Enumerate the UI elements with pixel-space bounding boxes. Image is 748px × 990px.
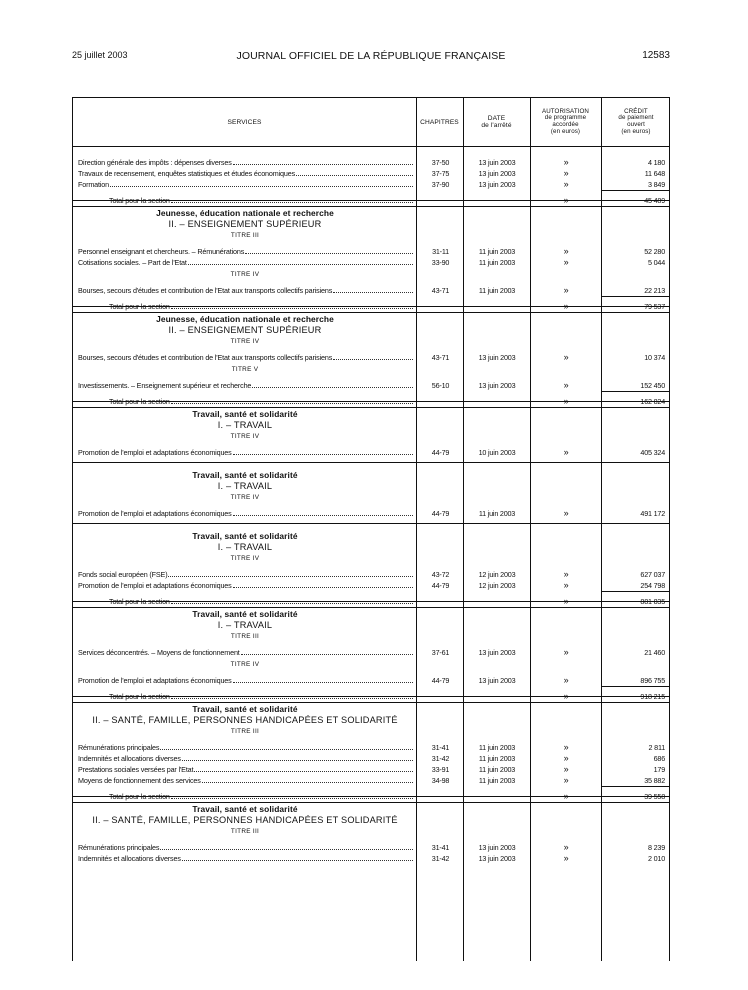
chapitre-cell: 44-79 [431, 509, 450, 518]
dot-leader [188, 264, 413, 265]
titre-heading: TITRE III [230, 828, 260, 835]
titre-heading: TITRE IV [230, 271, 260, 278]
page-header [72, 50, 670, 64]
chapitre-cell: 44-79 [431, 676, 450, 685]
col-header-services: SERVICES [227, 118, 262, 126]
authorisation-cell: » [563, 853, 569, 863]
col-header-autorisation: AUTORISATION de programme accordée (en euros) [541, 107, 590, 135]
credit-underline [602, 786, 670, 787]
dot-leader [233, 164, 413, 165]
dot-leader [182, 860, 413, 861]
authorisation-cell: » [563, 246, 569, 256]
chapitre-cell: 33-90 [431, 258, 450, 267]
section-subtitle: II. – SANTÉ, FAMILLE, PERSONNES HANDICAPÉES ET SOLIDARITÉ [92, 715, 398, 725]
service-label-text: Rémunérations principales [78, 743, 160, 752]
service-label [78, 256, 414, 267]
col-header-credit: CRÉDIT de paiement ouvert (en euros) [618, 107, 654, 135]
section-divider [73, 796, 669, 797]
service-label-text: Investissements. – Enseignement supérieur et recherche [78, 381, 252, 390]
service-label-text: Moyens de fonctionnement des services [78, 776, 201, 785]
credit-cell: 179 [653, 765, 665, 774]
section-divider [73, 306, 669, 307]
dot-leader [296, 175, 413, 176]
header-title: JOURNAL OFFICIEL DE LA RÉPUBLIQUE FRANÇAISE [236, 50, 506, 62]
dot-leader [252, 387, 413, 388]
date-cell: 11 juin 2003 [478, 509, 516, 518]
dot-leader [182, 760, 413, 761]
date-cell: 13 juin 2003 [478, 676, 516, 685]
date-cell: 10 juin 2003 [478, 448, 516, 457]
chapitre-cell: 31-41 [431, 743, 450, 752]
dot-leader [202, 782, 413, 783]
table-row [73, 351, 669, 362]
date-cell: 12 juin 2003 [478, 570, 516, 579]
header-page-number: 12583 [642, 50, 670, 61]
header-divider [73, 146, 669, 147]
credit-underline [602, 190, 670, 191]
table-row [73, 646, 669, 657]
section-divider [73, 523, 669, 524]
authorisation-cell: » [563, 352, 569, 362]
total-underline [73, 407, 669, 408]
chapitre-cell: 43-71 [431, 286, 450, 295]
section-ministry-title: Jeunesse, éducation nationale et recherche [156, 208, 334, 218]
authorisation-cell: » [563, 742, 569, 752]
dot-leader [110, 186, 413, 187]
credit-cell: 152 450 [640, 381, 665, 390]
service-label-text: Bourses, secours d'études et contribution de l'Etat aux transports collectifs parisiens [78, 286, 333, 295]
date-cell: 13 juin 2003 [478, 854, 516, 863]
titre-heading: TITRE IV [230, 494, 260, 501]
total-underline [73, 206, 669, 207]
service-label [78, 245, 414, 256]
titre-heading: TITRE III [230, 633, 260, 640]
dot-leader [171, 202, 413, 203]
service-label [78, 167, 414, 178]
titre-heading: TITRE IV [230, 555, 260, 562]
service-label [78, 774, 414, 785]
service-label-text: Services déconcentrés. – Moyens de fonctionnement [78, 648, 240, 657]
dot-leader [171, 603, 413, 604]
date-cell: 11 juin 2003 [478, 286, 516, 295]
chapitre-cell: 37-50 [431, 158, 450, 167]
date-cell: 13 juin 2003 [478, 353, 516, 362]
authorisation-cell: » [563, 675, 569, 685]
table-row [73, 674, 669, 685]
service-label [78, 379, 414, 390]
authorisation-cell: » [563, 168, 569, 178]
authorisation-cell: » [563, 764, 569, 774]
credit-cell: 627 037 [640, 570, 665, 579]
service-label [78, 178, 414, 189]
section-ministry-title: Travail, santé et solidarité [192, 609, 298, 619]
dot-leader [245, 253, 413, 254]
service-label-text: Promotion de l'emploi et adaptations économiques [78, 581, 232, 590]
section-ministry-title: Travail, santé et solidarité [192, 804, 298, 814]
authorisation-cell: » [563, 569, 569, 579]
service-label-text: Indemnités et allocations diverses [78, 854, 181, 863]
service-label-text: Prestations sociales versées par l'Etat [78, 765, 194, 774]
titre-heading: TITRE IV [230, 338, 260, 345]
table-row [73, 852, 669, 863]
authorisation-cell: » [563, 580, 569, 590]
table-row [73, 579, 669, 590]
table-row [73, 256, 669, 267]
authorisation-cell: » [563, 179, 569, 189]
table-row [73, 841, 669, 852]
date-cell: 11 juin 2003 [478, 754, 516, 763]
date-cell: 13 juin 2003 [478, 381, 516, 390]
credit-cell: 896 755 [640, 676, 665, 685]
credit-underline [602, 591, 670, 592]
chapitre-cell: 37-61 [431, 648, 450, 657]
titre-heading: TITRE IV [230, 433, 260, 440]
credits-table [72, 97, 670, 961]
dot-leader [160, 849, 413, 850]
chapitre-cell: 34-98 [431, 776, 450, 785]
section-divider [73, 696, 669, 697]
section-ministry-title: Travail, santé et solidarité [192, 470, 298, 480]
section-divider [73, 401, 669, 402]
section-ministry-title: Travail, santé et solidarité [192, 704, 298, 714]
titre-heading: TITRE III [230, 728, 260, 735]
dot-leader [171, 698, 413, 699]
date-cell: 11 juin 2003 [478, 776, 516, 785]
total-underline [73, 607, 669, 608]
credit-cell: 491 172 [640, 509, 665, 518]
table-row [73, 446, 669, 457]
service-label [78, 841, 414, 852]
section-divider [73, 601, 669, 602]
credit-cell: 5 044 [648, 258, 665, 267]
credit-cell: 2 811 [648, 743, 665, 752]
section-divider [73, 462, 669, 463]
credit-cell: 4 180 [648, 158, 665, 167]
service-label-text: Fonds social européen (FSE) [78, 570, 168, 579]
service-label [78, 507, 414, 518]
credit-cell: 2 010 [648, 854, 665, 863]
column-divider [601, 98, 602, 961]
authorisation-cell: » [563, 285, 569, 295]
table-row [73, 245, 669, 256]
column-divider [463, 98, 464, 961]
section-subtitle: II. – SANTÉ, FAMILLE, PERSONNES HANDICAPÉES ET SOLIDARITÉ [92, 815, 398, 825]
service-label [78, 156, 414, 167]
table-row [73, 752, 669, 763]
dot-leader [171, 308, 413, 309]
credit-cell: 21 460 [644, 648, 665, 657]
column-divider [530, 98, 531, 961]
date-cell: 13 juin 2003 [478, 843, 516, 852]
authorisation-cell: » [563, 508, 569, 518]
authorisation-cell: » [563, 842, 569, 852]
chapitre-cell: 37-75 [431, 169, 450, 178]
total-underline [73, 702, 669, 703]
section-ministry-title: Jeunesse, éducation nationale et recherche [156, 314, 334, 324]
chapitre-cell: 44-79 [431, 581, 450, 590]
col-header-chapitres: CHAPITRES [420, 118, 459, 126]
titre-heading: TITRE V [231, 366, 259, 373]
credit-underline [602, 686, 670, 687]
header-date: 25 juillet 2003 [72, 50, 128, 60]
dot-leader [233, 454, 413, 455]
section-subtitle: I. – TRAVAIL [217, 620, 273, 630]
service-label-text: Cotisations sociales. – Part de l'Etat [78, 258, 187, 267]
table-row [73, 167, 669, 178]
chapitre-cell: 56-10 [431, 381, 450, 390]
credit-cell: 22 213 [644, 286, 665, 295]
service-label-text: Promotion de l'emploi et adaptations économiques [78, 676, 232, 685]
table-row [73, 741, 669, 752]
date-cell: 13 juin 2003 [478, 158, 516, 167]
credit-underline [602, 296, 670, 297]
titre-heading: TITRE IV [230, 661, 260, 668]
credit-cell: 3 849 [648, 180, 665, 189]
service-label-text: Personnel enseignant et chercheurs. – Rémunérations [78, 247, 245, 256]
section-subtitle: II. – ENSEIGNEMENT SUPÉRIEUR [168, 325, 322, 335]
chapitre-cell: 43-71 [431, 353, 450, 362]
dot-leader [168, 576, 413, 577]
service-label [78, 446, 414, 457]
chapitre-cell: 31-11 [432, 247, 449, 256]
dot-leader [194, 771, 413, 772]
table-row [73, 763, 669, 774]
service-label-text: Rémunérations principales [78, 843, 160, 852]
credit-cell: 686 [653, 754, 665, 763]
chapitre-cell: 31-42 [431, 854, 450, 863]
dot-leader [160, 749, 413, 750]
col-header-date: DATE de l'arrêté [481, 115, 512, 129]
authorisation-cell: » [563, 380, 569, 390]
chapitre-cell: 43-72 [431, 570, 450, 579]
titre-heading: TITRE III [230, 232, 260, 239]
total-underline [73, 312, 669, 313]
service-label-text: Direction générale des impôts : dépenses diverses [78, 158, 232, 167]
date-cell: 13 juin 2003 [478, 169, 516, 178]
service-label [78, 579, 414, 590]
dot-leader [171, 403, 413, 404]
table-row [73, 774, 669, 785]
section-ministry-title: Travail, santé et solidarité [192, 409, 298, 419]
authorisation-cell: » [563, 775, 569, 785]
dot-leader [233, 682, 413, 683]
service-label [78, 284, 414, 295]
section-subtitle: I. – TRAVAIL [217, 542, 273, 552]
chapitre-cell: 31-42 [431, 754, 450, 763]
table-row [73, 568, 669, 579]
dot-leader [241, 654, 413, 655]
total-underline [73, 802, 669, 803]
credit-cell: 405 324 [640, 448, 665, 457]
authorisation-cell: » [563, 257, 569, 267]
service-label [78, 763, 414, 774]
service-label [78, 752, 414, 763]
table-row [73, 178, 669, 189]
date-cell: 12 juin 2003 [478, 581, 516, 590]
service-label-text: Promotion de l'emploi et adaptations économiques [78, 509, 232, 518]
table-row [73, 284, 669, 295]
date-cell: 11 juin 2003 [478, 743, 516, 752]
service-label-text: Promotion de l'emploi et adaptations économiques [78, 448, 232, 457]
service-label-text: Bourses, secours d'études et contribution de l'Etat aux transports collectifs parisiens [78, 353, 333, 362]
chapitre-cell: 37-90 [431, 180, 450, 189]
chapitre-cell: 44-79 [431, 448, 450, 457]
authorisation-cell: » [563, 753, 569, 763]
date-cell: 11 juin 2003 [478, 258, 516, 267]
service-label [78, 568, 414, 579]
authorisation-cell: » [563, 647, 569, 657]
dot-leader [233, 515, 413, 516]
dot-leader [171, 798, 413, 799]
section-ministry-title: Travail, santé et solidarité [192, 531, 298, 541]
credit-cell: 254 798 [640, 581, 665, 590]
section-subtitle: I. – TRAVAIL [217, 420, 273, 430]
service-label [78, 351, 414, 362]
date-cell: 11 juin 2003 [478, 765, 516, 774]
dot-leader [333, 292, 413, 293]
credit-cell: 52 280 [644, 247, 665, 256]
credit-cell: 11 648 [644, 169, 665, 178]
credit-cell: 10 374 [644, 353, 665, 362]
date-cell: 13 juin 2003 [478, 180, 516, 189]
date-cell: 11 juin 2003 [478, 247, 516, 256]
chapitre-cell: 33-91 [431, 765, 450, 774]
service-label [78, 646, 414, 657]
chapitre-cell: 31-41 [431, 843, 450, 852]
service-label-text: Formation [78, 180, 110, 189]
section-subtitle: II. – ENSEIGNEMENT SUPÉRIEUR [168, 219, 322, 229]
service-label-text: Indemnités et allocations diverses [78, 754, 181, 763]
dot-leader [333, 359, 413, 360]
service-label-text: Travaux de recensement, enquêtes statistiques et études économiques [78, 169, 296, 178]
service-label [78, 852, 414, 863]
authorisation-cell: » [563, 447, 569, 457]
section-divider [73, 200, 669, 201]
service-label [78, 674, 414, 685]
service-label [78, 741, 414, 752]
table-row [73, 156, 669, 167]
credit-underline [602, 391, 670, 392]
dot-leader [233, 587, 413, 588]
section-subtitle: I. – TRAVAIL [217, 481, 273, 491]
table-row [73, 379, 669, 390]
credit-cell: 8 239 [648, 843, 665, 852]
authorisation-cell: » [563, 157, 569, 167]
date-cell: 13 juin 2003 [478, 648, 516, 657]
credit-cell: 35 882 [644, 776, 665, 785]
table-row [73, 507, 669, 518]
